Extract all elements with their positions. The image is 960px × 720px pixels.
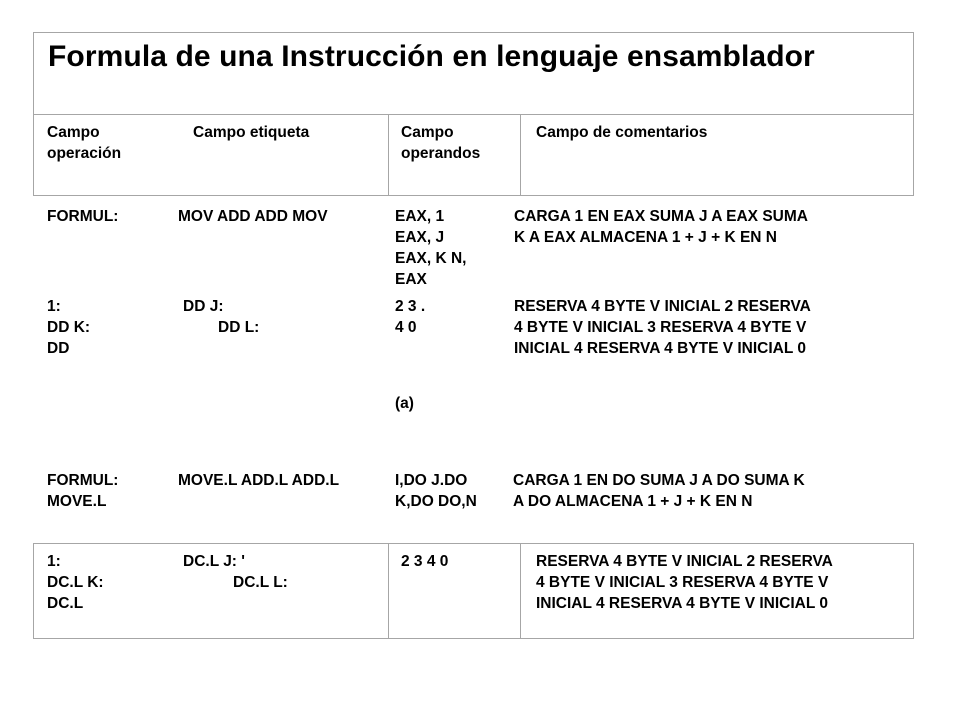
- row3-operations: MOVE.L ADD.L ADD.L: [178, 472, 340, 489]
- header-campo-operacion: Campo operación: [47, 124, 122, 162]
- header-campo-operandos: Campo operandos: [401, 124, 481, 162]
- row4-divider-2: [520, 543, 521, 639]
- header-campo-comentarios: Campo de comentarios: [536, 124, 708, 141]
- header-campo-etiqueta: Campo etiqueta: [193, 124, 310, 141]
- row2-operands: 2 3 . 4 0: [395, 298, 426, 336]
- row3-comment: CARGA 1 EN DO SUMA J A DO SUMA K A DO ALMACENA 1 + J + K EN N: [513, 472, 805, 510]
- row1-operations: MOV ADD ADD MOV: [178, 208, 328, 225]
- row4-comment: RESERVA 4 BYTE V INICIAL 2 RESERVA 4 BYTE V INICIAL 3 RESERVA 4 BYTE V INICIAL 4 RESERVA 4 BYTE V INICIAL 0: [536, 553, 833, 612]
- row4-label: 1: DC.L K: DC.L: [47, 553, 104, 612]
- row4-operation-2: DC.L L:: [233, 574, 288, 591]
- title-divider: [33, 114, 914, 115]
- row1-comment: CARGA 1 EN EAX SUMA J A EAX SUMA K A EAX ALMACENA 1 + J + K EN N: [514, 208, 808, 246]
- page-title: Formula de una Instrucción en lenguaje ensamblador: [48, 40, 815, 73]
- row3-label: FORMUL: MOVE.L: [47, 472, 119, 510]
- row4-operation-1: DC.L J: ': [183, 553, 245, 570]
- header-divider-2: [520, 114, 521, 196]
- figure-caption: (a): [395, 395, 414, 412]
- row3-operands: I,DO J.DO K,DO DO,N: [395, 472, 477, 510]
- row2-operation-2: DD L:: [218, 319, 260, 336]
- row2-comment: RESERVA 4 BYTE V INICIAL 2 RESERVA 4 BYTE V INICIAL 3 RESERVA 4 BYTE V INICIAL 4 RESERVA 4 BYTE V INICIAL 0: [514, 298, 811, 357]
- row1-operands: EAX, 1 EAX, J EAX, K N, EAX: [395, 208, 467, 288]
- header-divider-1: [388, 114, 389, 196]
- row4-divider-1: [388, 543, 389, 639]
- row2-operation-1: DD J:: [183, 298, 224, 315]
- row1-label: FORMUL:: [47, 208, 119, 225]
- row4-operands: 2 3 4 0: [401, 553, 449, 570]
- row2-label: 1: DD K: DD: [47, 298, 91, 357]
